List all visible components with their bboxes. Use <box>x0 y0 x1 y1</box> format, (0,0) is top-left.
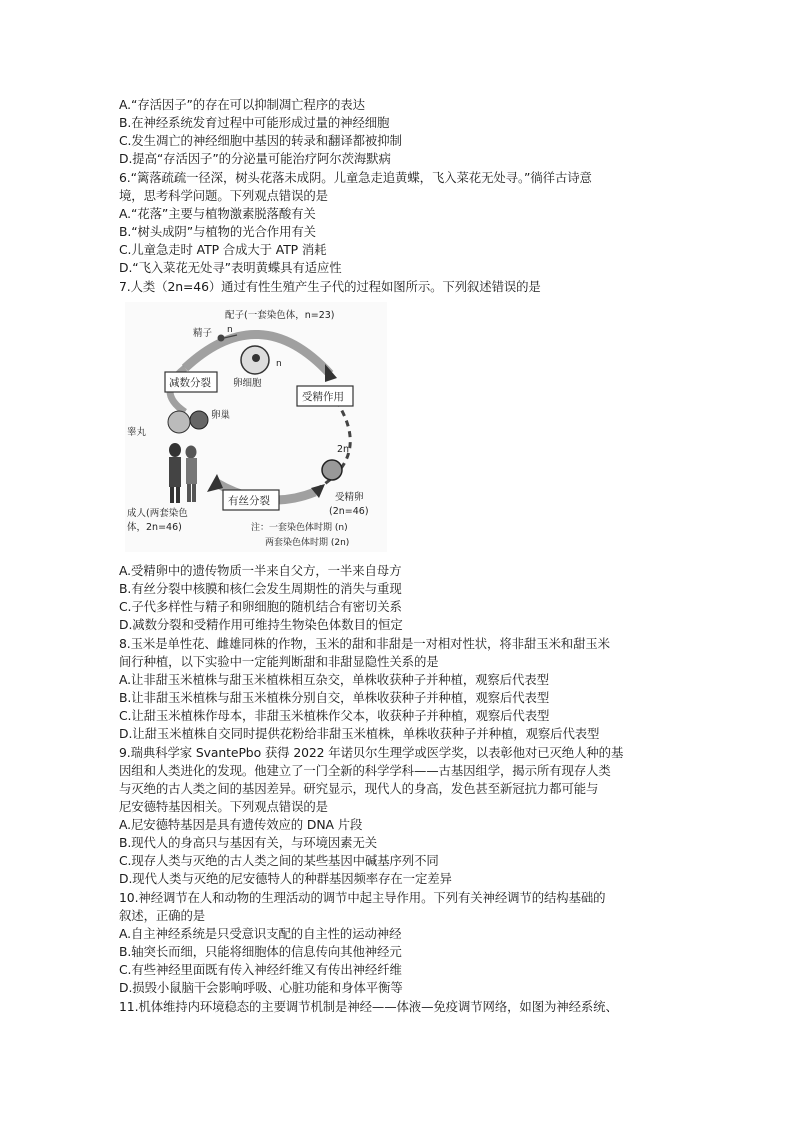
q5-option-a: A.“存活因子”的存在可以抑制凋亡程序的表达 <box>119 97 365 112</box>
q10-option-d: D.损毁小鼠脑干会影响呼吸、心脏功能和身体平衡等 <box>119 980 403 995</box>
q9-stem-line4: 尼安德特基因相关。下列观点错误的是 <box>119 799 328 814</box>
q10-option-a: A.自主神经系统是只受意识支配的自主性的运动神经 <box>119 926 402 941</box>
q9-option-d: D.现代人类与灭绝的尼安德特人的种群基因频率存在一定差异 <box>119 871 452 886</box>
q9-option-a: A.尼安德特基因是具有遗传效应的 DNA 片段 <box>119 817 363 832</box>
q7-option-b: B.有丝分裂中核膜和核仁会发生周期性的消失与重现 <box>119 581 402 596</box>
zygote-icon <box>322 460 342 480</box>
q9-stem-line2: 因组和人类进化的发现。他建立了一门全新的科学学科——古基因组学，揭示所有现存人类 <box>119 763 611 778</box>
q6-option-c: C.儿童急走时 ATP 合成大于 ATP 消耗 <box>119 242 327 257</box>
q8-option-a: A.让非甜玉米植株与甜玉米植株相互杂交，单株收获种子并种植，观察后代表型 <box>119 672 549 687</box>
note-line1: 注：一套染色体时期 (n) <box>251 523 348 533</box>
q10-stem-line1: 10.神经调节在人和动物的生理活动的调节中起主导作用。下列有关神经调节的结构基础的 <box>119 890 606 905</box>
n-label-top: n <box>227 325 233 335</box>
q9-option-c: C.现存人类与灭绝的古人类之间的某些基因中碱基序列不同 <box>119 853 439 868</box>
testis-label: 睾丸 <box>127 427 147 438</box>
q8-option-b: B.让非甜玉米植株与甜玉米植株分别自交，单株收获种子并种植，观察后代表型 <box>119 690 550 705</box>
q8-stem-line2: 间行种植，以下实验中一定能判断甜和非甜显隐性关系的是 <box>119 654 439 669</box>
fertilization-label: 受精作用 <box>302 391 344 403</box>
q8-option-c: C.让甜玉米植株作母本，非甜玉米植株作父本，收获种子并种植，观察后代表型 <box>119 708 550 723</box>
q8-stem-line1: 8.玉米是单性花、雌雄同株的作物，玉米的甜和非甜是一对相对性状，将非甜玉米和甜玉米 <box>119 636 610 651</box>
q9-option-b: B.现代人的身高只与基因有关，与环境因素无关 <box>119 835 378 850</box>
q9-stem-line3: 与灭绝的古人类之间的基因差异。研究显示，现代人的身高，发色甚至新冠抗力都可能与 <box>119 781 599 796</box>
egg-cell-label: 卵细胞 <box>233 378 262 389</box>
zygote-n-label: (2n=46) <box>329 506 369 517</box>
testis-icon <box>168 411 190 433</box>
ovary-icon <box>190 411 208 429</box>
q6-option-a: A.“花落”主要与植物激素脱落酸有关 <box>119 206 316 221</box>
q7-option-d: D.减数分裂和受精作用可维持生物染色体数目的恒定 <box>119 617 403 632</box>
q5-option-c: C.发生凋亡的神经细胞中基因的转录和翻译都被抑制 <box>119 133 402 148</box>
mitosis-label: 有丝分裂 <box>228 495 270 507</box>
zygote-label: 受精卵 <box>335 492 364 503</box>
q7-option-c: C.子代多样性与精子和卵细胞的随机结合有密切关系 <box>119 599 402 614</box>
q7-option-a: A.受精卵中的遗传物质一半来自父方，一半来自母方 <box>119 563 402 578</box>
q8-option-d: D.让甜玉米植株自交同时提供花粉给非甜玉米植株，单株收获种子并种植，观察后代表型 <box>119 726 600 741</box>
q6-stem-line1: 6.“篱落疏疏一径深，树头花落未成阴。儿童急走追黄蝶，飞入菜花无处寻。”徜徉古诗意 <box>119 170 592 185</box>
q6-option-b: B.“树头成阴”与植物的光合作用有关 <box>119 224 316 239</box>
q11-stem-line1: 11.机体维持内环境稳态的主要调节机制是神经——体液—免疫调节网络，如图为神经系统、 <box>119 999 618 1014</box>
q10-stem-line2: 叙述，正确的是 <box>119 908 206 923</box>
adult-label-line2: 体，2n=46) <box>127 522 182 533</box>
two-n-label: 2n <box>337 444 350 455</box>
sperm-icon <box>218 335 225 342</box>
ovary-label: 卵巢 <box>211 410 231 421</box>
q6-stem-line2: 境，思考科学问题。下列观点错误的是 <box>119 188 328 203</box>
q6-option-d: D.“飞入菜花无处寻”表明黄蝶具有适应性 <box>119 260 342 275</box>
note-line2: 两套染色体时期 (2n) <box>265 538 350 548</box>
q10-option-b: B.轴突长而细，只能将细胞体的信息传向其他神经元 <box>119 944 402 959</box>
meiosis-label: 减数分裂 <box>169 377 211 389</box>
q5-option-d: D.提高“存活因子”的分泌量可能治疗阿尔茨海默病 <box>119 151 391 166</box>
q10-option-c: C.有些神经里面既有传入神经纤维又有传出神经纤维 <box>119 962 402 977</box>
q9-stem-line1: 9.瑞典科学家 SvantePbo 获得 2022 年诺贝尔生理学或医学奖，以表彰他对已灭绝人种的基 <box>119 745 624 760</box>
reproduction-cycle-figure <box>125 302 387 552</box>
q7-stem: 7.人类（2n=46）通过有性生殖产生子代的过程如图所示。下列叙述错误的是 <box>119 279 541 294</box>
n-label-egg: n <box>276 359 282 369</box>
q5-option-b: B.在神经系统发育过程中可能形成过量的神经细胞 <box>119 115 390 130</box>
gamete-label: 配子(一套染色体，n=23) <box>225 310 335 321</box>
sperm-label: 精子 <box>193 328 213 339</box>
adult-label-line1: 成人(两套染色 <box>127 508 188 519</box>
